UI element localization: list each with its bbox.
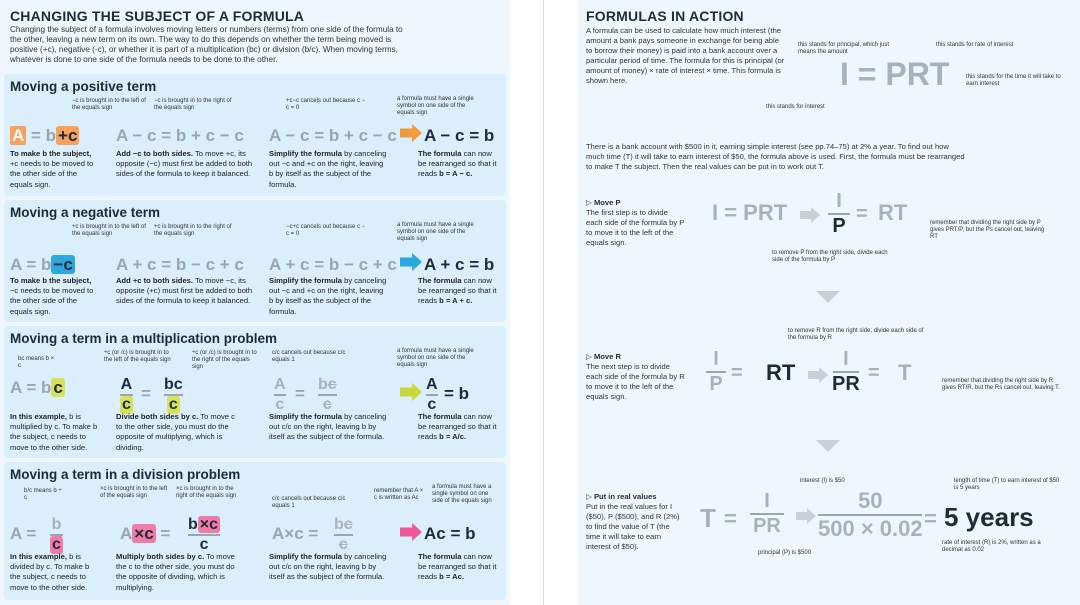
note: a formula must have a single symbol on one side of the equals sign <box>397 222 474 242</box>
result-arrow <box>400 523 422 541</box>
caption: Simplify the formula by canceling out −c and +c on the right, leaving b by itself as the subject of the formula. <box>269 149 387 189</box>
equals: = <box>724 506 737 531</box>
step-text: ▷ Put in real values Put in the real values for I ($50), P ($500), and R (2%) to find the value of T (the time it will take to earn interest of $50). <box>586 492 680 551</box>
note: −c is brought in to the right of the equals sign <box>154 98 232 111</box>
step-arrow <box>800 207 820 223</box>
result-equation: Ac = b <box>424 524 476 543</box>
result-arrow <box>400 253 422 271</box>
caption: Simplify the formula by canceling out c/c on the right, leaving b by itself as the subject of the formula. <box>269 552 387 582</box>
note: ×c is brought in to the left of the equals sign <box>100 486 168 499</box>
left-page-title: CHANGING THE SUBJECT OF A FORMULA <box>10 8 305 24</box>
label-rate: this stands for rate of interest <box>936 42 1014 48</box>
fraction: bc c <box>318 376 337 413</box>
equals: = <box>868 362 880 384</box>
equals: = <box>924 506 937 531</box>
down-arrow-icon <box>816 291 840 303</box>
note: c/c cancels out because c/c equals 1 <box>272 496 346 509</box>
note: a formula must have a single symbol on one side of the equals sign <box>397 348 474 368</box>
equals: = <box>295 384 305 403</box>
equation: A − c = b + c − c <box>116 126 244 145</box>
result-equation: A + c = b <box>424 255 495 274</box>
note: ÷c (or /c) is brought in to the left of the equals sign <box>104 350 171 363</box>
result-arrow <box>400 124 422 142</box>
note: to remove P from the right side, divide each side of the formula by P <box>772 250 888 263</box>
note: −c is brought in to the left of the equals sign <box>72 98 146 111</box>
section-negative-term <box>4 200 506 322</box>
caption: In this example, b is multiplied by c. To make b the subject, c needs to move to the other side. <box>10 412 98 452</box>
section-heading: Moving a positive term <box>10 79 157 94</box>
note: c/c cancels out because c/c equals 1 <box>272 350 346 363</box>
caption: Add +c to both sides. To move −c, its opposite (+c) must first be added to both sides of the formula to keep it balanced. <box>116 276 253 306</box>
caption: Add −c to both sides. To move +c, its opposite (−c) must first be added to both sides of the formula to keep it balanced. <box>116 149 253 179</box>
fraction: bc c <box>164 376 183 413</box>
left-intro: Changing the subject of a formula involves moving letters or numbers (terms) from one side of the formula to the other, leaving a new term on its own. The way to do this depends on whether the term being moved is positive (+c), negative (-c), or whether it is part of a multiplication (bc) or division (b/c). When moving terms, whatever is done to one side of the formula needs to be done to the other. <box>10 25 403 64</box>
left-page <box>0 0 510 605</box>
note: remember that dividing the right side by P gives PRT/P, but the Ps cancel out, leaving RT <box>930 220 1045 240</box>
note: b/c means b ÷ c <box>24 488 62 501</box>
fraction: I P <box>828 190 850 238</box>
step-t: T <box>700 503 716 533</box>
note: +c is brought in to the right of the equals sign <box>154 224 232 237</box>
step-rhs: T <box>898 360 912 385</box>
right-intro: A formula can be used to calculate how much interest (the amount a bank pays someone in exchange for being able to borrow their money) is paid into a bank account over a particular period of time. The formula for this is principal (or amount of money) × rate of interest × time. This formula is shown here. <box>586 26 785 85</box>
equation: A + c = b − c + c <box>269 255 397 274</box>
equation: A = b +c <box>12 126 78 145</box>
step-rhs: RT <box>766 360 796 385</box>
fraction: I P <box>706 348 726 396</box>
result-equation: A − c = b <box>424 126 495 145</box>
label-time: this stands for the time it will take to earn interest <box>966 74 1061 87</box>
section-heading: Moving a term in a division problem <box>10 467 241 482</box>
caption: Divide both sides by c. To move c to the other side, you must do the opposite of multiplying, which is dividing. <box>116 412 235 452</box>
step-rhs: RT <box>878 200 908 225</box>
section-heading: Moving a negative term <box>10 205 161 220</box>
note: remember that dividing the right side by R gives RT/R, but the Rs cancel out, leaving T. <box>942 378 1060 391</box>
main-formula: I = PRT <box>840 56 950 92</box>
step-equation: I = PRT <box>712 200 788 225</box>
fraction: A c <box>120 376 133 413</box>
section-positive-term <box>4 74 506 196</box>
step-text: ▷ Move R The next step is to divide each side of the formula by R to move it to the left of the equals sign. <box>586 352 685 401</box>
note: principal (P) is $500 <box>758 550 812 556</box>
note: remember that A × c is written as Ac <box>374 488 424 501</box>
section-division <box>4 462 506 600</box>
note: ÷c (or /c) is brought in to the right of the equals sign <box>192 350 257 370</box>
label-principal: this stands for principal, which just means the amount <box>798 42 890 55</box>
caption: Multiply both sides by c. To move the c to the other side, you must do the opposite of dividing, which is multiplying. <box>116 552 235 592</box>
result-equation: = b <box>444 384 470 403</box>
result-arrow <box>400 383 422 401</box>
fraction: A c <box>426 376 438 413</box>
note: +c−c cancels out because c − c = 0 <box>286 98 366 111</box>
step-text: ▷ Move P The first step is to divide each side of the formula by P to move it to the left of the equals sign. <box>586 198 685 247</box>
fraction: A c <box>274 376 286 413</box>
caption: Simplify the formula by canceling out −c and +c on the right, leaving b by itself as the subject of the formula. <box>269 276 387 316</box>
note: −c+c cancels out because c − c = 0 <box>286 224 366 237</box>
note: a formula must have a single symbol on one side of the equals sign <box>432 484 492 504</box>
fraction: I PR <box>832 348 860 395</box>
note: a formula must have a single symbol on one side of the equals sign <box>397 96 474 116</box>
equation: A − c = b + c − c <box>269 126 397 145</box>
note: interest (I) is $50 <box>800 478 845 484</box>
section-multiplication <box>4 326 506 458</box>
page-gutter <box>543 0 544 605</box>
caption: In this example, b is divided by c. To make b the subject, c needs to move to the other side. <box>10 552 90 592</box>
note: +c is brought in to the left of the equals sign <box>72 224 146 237</box>
equals: = <box>731 362 743 384</box>
equals: = <box>856 203 868 225</box>
fraction: b ×c c <box>188 516 219 553</box>
note: length of time (T) to earn interest of $50 is 5 years <box>954 478 1060 491</box>
fraction: 50 500 × 0.02 <box>818 488 923 541</box>
right-page-title: FORMULAS IN ACTION <box>586 8 744 24</box>
equals-label: A = <box>10 524 37 543</box>
caption: To make b the subject, +c needs to be moved to the other side of the equals sign. <box>10 149 94 189</box>
note: ×c is brought in to the right of the equals sign <box>176 486 237 499</box>
equation: A + c = b − c + c <box>116 255 244 274</box>
note: rate of interest (R) is 2%, written as a decimal as 0.02 <box>942 540 1041 553</box>
note: bc means b × c <box>18 356 55 369</box>
down-arrow-icon <box>816 440 840 452</box>
step-arrow <box>808 367 828 383</box>
right-paragraph: There is a bank account with $500 in it, earning simple interest (see pp.74–75) at 2% a year. To find out how much time (T) it will take to earn interest of $50, the formula above is used. First, the formula must be rearranged to make T the subject. Then the real values can be put in to work out T. <box>586 142 965 171</box>
equals: = <box>141 384 151 403</box>
caption: Simplify the formula by canceling out c/c on the right, leaving b by itself as the subject of the formula. <box>269 412 387 442</box>
caption: To make b the subject, −c needs to be moved to the other side of the equals sign. <box>10 276 94 316</box>
equation: A×c = <box>272 524 319 543</box>
equation: A = b −c <box>10 255 73 274</box>
caption: The formula can now be rearranged so that it reads b = A + c. <box>418 276 497 306</box>
step-arrow <box>796 508 816 524</box>
fraction: b c <box>51 516 62 553</box>
equation: A ×c = <box>120 524 171 543</box>
caption: The formula can now be rearranged so that it reads b = A − c. <box>418 149 497 179</box>
note: to remove R from the right side, divide each side of the formula by R <box>788 328 924 341</box>
label-interest: this stands for interest <box>766 104 825 110</box>
answer: 5 years <box>944 502 1034 532</box>
fraction: bc c <box>334 516 353 553</box>
caption: The formula can now be rearranged so that it reads b = Ac. <box>418 552 497 582</box>
equation: A = b c <box>10 378 63 397</box>
caption: The formula can now be rearranged so that it reads b = A/c. <box>418 412 497 442</box>
section-heading: Moving a term in a multiplication problem <box>10 331 278 346</box>
right-page <box>578 0 1080 605</box>
fraction: I PR <box>750 490 784 538</box>
